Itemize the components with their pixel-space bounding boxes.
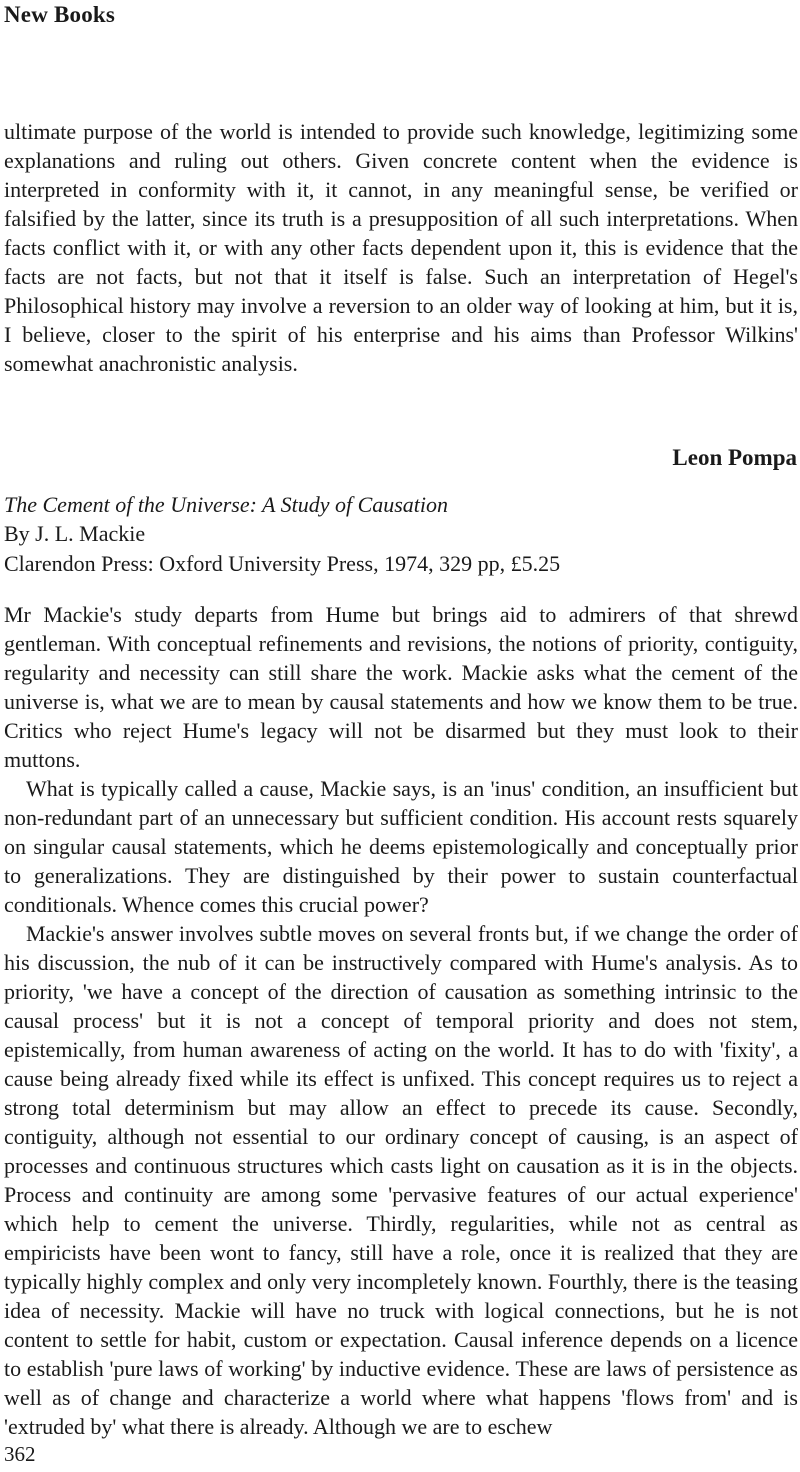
review-paragraph: Mr Mackie's study departs from Hume but brings aid to admirers of that shrewd gentleman. With conceptual refinements and revisions, the notions of priority, contiguity, regularity and necessity can still share the work. Mackie asks what the cement of the universe is, what we are to mean by causal statements and how we know them to be true. Critics who reject Hume's legacy will not be disarmed but they must look to their muttons. [4,602,798,772]
book-publication-details: Clarendon Press: Oxford University Press, 1974, 329 pp, £5.25 [4,551,561,576]
review-continuation [4,117,798,378]
book-title: The Cement of the Universe: A Study of Causation [4,492,449,517]
running-head: New Books [4,2,116,27]
review-paragraph: What is typically called a cause, Mackie says, is an 'inus' condition, an insufficient but non-redundant part of an unnecessary but sufficient condition. His account rests squarely on singular causal statements, which he deems epistemologically and conceptually prior to generalizations. They are distinguished by their power to sustain counterfactual conditionals. Whence comes this crucial power? [4,776,798,917]
review-continuation-paragraph: ultimate purpose of the world is intended to provide such knowledge, legitimizing some explanations and ruling out others. Given concrete content when the evidence is interpreted in conformity with it, it cannot, in any meaningful sense, be verified or falsified by the latter, since its truth is a presupposition of all such interpretations. When facts conflict with it, or with any other facts dependent upon it, this is evidence that the facts are not facts, but not that it itself is false. Such an interpretation of Hegel's Philosophical history may involve a reversion to an older way of looking at him, but it is, I believe, closer to the spirit of his enterprise and his aims than Professor Wilkins' somewhat anachronistic analysis. [4,119,798,376]
review-paragraph: Mackie's answer involves subtle moves on several fronts but, if we change the order of his discussion, the nub of it can be instructively compared with Hume's analysis. As to priority, 'we have a concept of the direction of causation as something intrinsic to the causal process' but it is not a concept of temporal priority and does not stem, epistemically, from human awareness of acting on the world. It has to do with 'fixity', a cause being already fixed while its effect is unfixed. This concept requires us to reject a strong total determinism but may allow an effect to precede its cause. Secondly, contiguity, although not essential to our ordinary concept of causing, is an aspect of processes and continuous structures which casts light on causation as it is in the objects. Process and continuity are among some 'pervasive features of our actual experience' which help to cement the universe. Thirdly, regularities, while not as central as empiricists have been wont to fancy, still have a role, once it is realized that they are typically highly complex and only very incompletely known. Fourthly, there is the teasing idea of necessity. Mackie will have no truck with logical connections, but he is not content to settle for habit, custom or expectation. Causal inference depends on a licence to establish 'pure laws of working' by inductive evidence. These are laws of persistence as well as of change and characterize a world where what happens 'flows from' and is 'extruded by' what there is already. Although we are to eschew [4,921,798,1439]
page-number: 362 [4,1442,36,1466]
book-author: By J. L. Mackie [4,521,146,546]
review-body [4,600,798,1441]
reviewer-signature: Leon Pompa [672,445,797,470]
